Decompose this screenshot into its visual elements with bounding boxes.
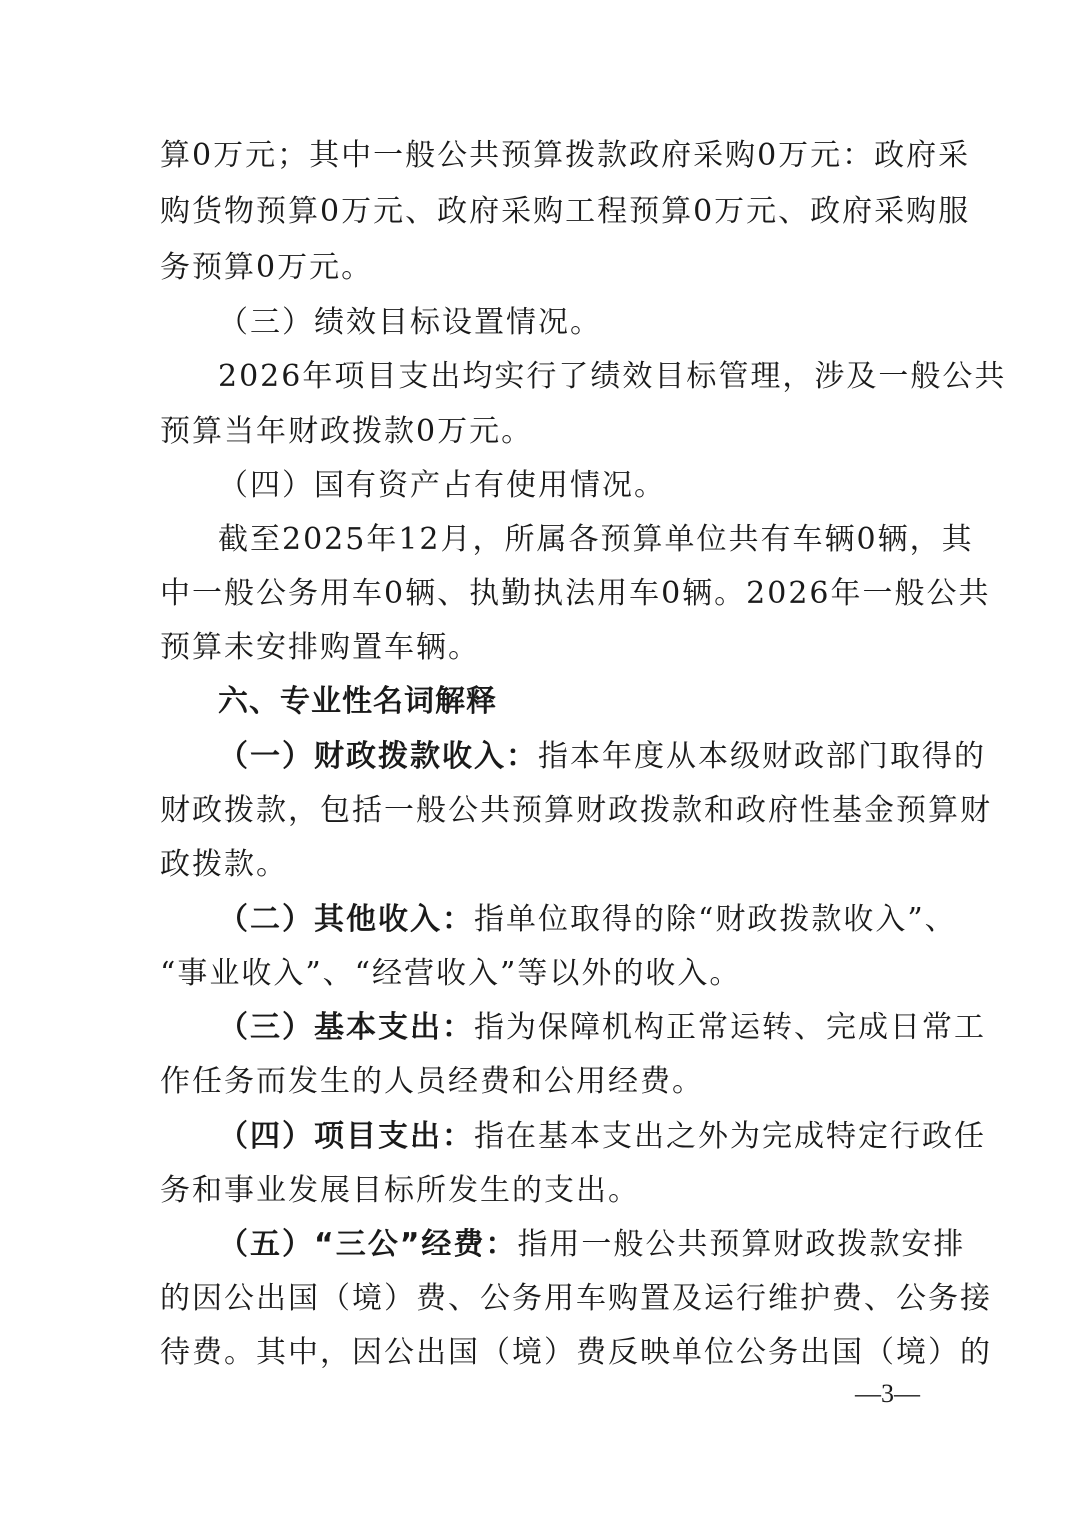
definition-line xyxy=(218,737,986,777)
body-line: 预算当年财政拨款0万元。 xyxy=(160,414,534,449)
body-line: “事业收入”、“经营收入”等以外的收入。 xyxy=(160,956,742,991)
term-marker: （一） xyxy=(218,739,314,774)
section-heading: （三）绩效目标设置情况。 xyxy=(218,305,602,340)
body-line: 作任务而发生的人员经费和公用经费。 xyxy=(160,1064,704,1099)
term-label: 基本支出： xyxy=(314,1010,474,1045)
definition-line xyxy=(218,1225,966,1265)
body-line: 2026年项目支出均实行了绩效目标管理，涉及一般公共 xyxy=(218,359,1007,394)
definition-text: 指用一般公共预算财政拨款安排 xyxy=(517,1227,966,1262)
term-label: 财政拨款收入： xyxy=(314,739,538,774)
term-label: 其他收入： xyxy=(314,902,474,937)
body-line: 务和事业发展目标所发生的支出。 xyxy=(160,1173,640,1208)
body-line: 的因公出国（境）费、公务用车购置及运行维护费、公务接 xyxy=(160,1281,992,1316)
section-heading: （四）国有资产占有使用情况。 xyxy=(218,468,666,503)
term-label: 项目支出： xyxy=(314,1119,474,1154)
term-label: “三公”经费： xyxy=(314,1227,518,1262)
definition-text: 指在基本支出之外为完成特定行政任 xyxy=(474,1119,986,1154)
definition-line xyxy=(218,1117,986,1157)
term-marker: （五） xyxy=(218,1227,314,1262)
term-marker: （二） xyxy=(218,902,314,937)
definition-line xyxy=(218,900,957,940)
body-line: 政拨款。 xyxy=(160,847,288,882)
term-marker: （四） xyxy=(218,1119,314,1154)
definition-text: 指为保障机构正常运转、完成日常工 xyxy=(474,1010,986,1045)
definition-text: 指本年度从本级财政部门取得的 xyxy=(538,739,986,774)
body-line: 预算未安排购置车辆。 xyxy=(160,630,480,665)
definition-line xyxy=(218,1008,986,1048)
body-line: 待费。其中，因公出国（境）费反映单位公务出国（境）的 xyxy=(160,1335,992,1370)
body-line: 财政拨款，包括一般公共预算财政拨款和政府性基金预算财 xyxy=(160,793,992,828)
chapter-heading: 六、专业性名词解释 xyxy=(218,684,497,719)
body-line: 算0万元；其中一般公共预算拨款政府采购0万元：政府采 xyxy=(160,138,971,173)
page-number: —3— xyxy=(855,1379,920,1408)
body-line: 中一般公务用车0辆、执勤执法用车0辆。2026年一般公共 xyxy=(160,576,991,611)
definition-text: 指单位取得的除“财政拨款收入”、 xyxy=(474,902,957,937)
term-marker: （三） xyxy=(218,1010,314,1045)
body-line: 截至2025年12月，所属各预算单位共有车辆0辆，其 xyxy=(218,522,974,557)
body-line: 购货物预算0万元、政府采购工程预算0万元、政府采购服 xyxy=(160,194,971,229)
body-line: 务预算0万元。 xyxy=(160,250,374,285)
